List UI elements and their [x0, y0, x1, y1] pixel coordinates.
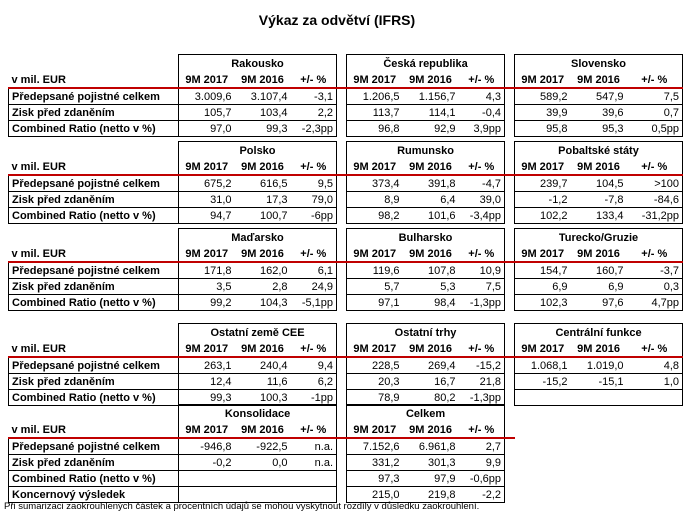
- group-header: Ostatní země CEE: [179, 324, 337, 342]
- change-cell: 6,1: [291, 262, 337, 279]
- change-cell: 10,9: [459, 262, 505, 279]
- value-cell: 1.206,5: [347, 88, 403, 105]
- value-cell: 171,8: [179, 262, 235, 279]
- change-cell: -0,6pp: [459, 471, 505, 487]
- value-cell: 154,7: [515, 262, 571, 279]
- change-cell: 4,7pp: [627, 295, 683, 311]
- value-cell: 104,5: [571, 175, 627, 192]
- change-cell: -84,6: [627, 192, 683, 208]
- value-cell: -7,8: [571, 192, 627, 208]
- table-row: [9, 455, 683, 471]
- value-cell: 6,9: [515, 279, 571, 295]
- column-header: 9M 2016: [571, 246, 627, 262]
- table-row: [9, 262, 683, 279]
- value-cell: 102,3: [515, 295, 571, 311]
- column-header: +/- %: [291, 159, 337, 175]
- value-cell: 97,3: [347, 471, 403, 487]
- row-label: Combined Ratio (netto v %): [9, 121, 179, 137]
- value-cell: 31,0: [179, 192, 235, 208]
- group-header: Celkem: [347, 405, 505, 423]
- change-cell: 9,9: [459, 455, 505, 471]
- page-title: Výkaz za odvětví (IFRS): [258, 12, 416, 28]
- change-cell: 4,3: [459, 88, 505, 105]
- table-row: [9, 279, 683, 295]
- column-header: 9M 2017: [515, 72, 571, 88]
- column-header: +/- %: [627, 72, 683, 88]
- value-cell: 3,5: [179, 279, 235, 295]
- value-cell: 98,4: [403, 295, 459, 311]
- change-cell: 6,2: [291, 374, 337, 390]
- value-cell: -15,2: [515, 374, 571, 390]
- value-cell: 92,9: [403, 121, 459, 137]
- value-cell: 7.152,6: [347, 438, 403, 455]
- unit-label: v mil. EUR: [9, 159, 179, 175]
- unit-label: v mil. EUR: [9, 422, 179, 438]
- column-header: 9M 2017: [179, 159, 235, 175]
- change-cell: 3,9pp: [459, 121, 505, 137]
- column-header: 9M 2017: [347, 341, 403, 357]
- column-header: 9M 2017: [515, 159, 571, 175]
- column-header: +/- %: [459, 159, 505, 175]
- column-header: +/- %: [291, 341, 337, 357]
- value-cell: 373,4: [347, 175, 403, 192]
- row-label: Zisk před zdaněním: [9, 105, 179, 121]
- change-cell: 0,3: [627, 279, 683, 295]
- value-cell: [235, 471, 291, 487]
- value-cell: 99,3: [235, 121, 291, 137]
- column-header: +/- %: [627, 341, 683, 357]
- value-cell: 105,7: [179, 105, 235, 121]
- table-row: [9, 295, 683, 311]
- value-cell: 160,7: [571, 262, 627, 279]
- value-cell: 104,3: [235, 295, 291, 311]
- group-header: Konsolidace: [179, 405, 337, 423]
- table-row: [9, 121, 683, 137]
- row-label: Combined Ratio (netto v %): [9, 208, 179, 224]
- value-cell: 1.019,0: [571, 357, 627, 374]
- change-cell: 9,5: [291, 175, 337, 192]
- group-header: Ostatní trhy: [347, 324, 505, 342]
- value-cell: 675,2: [179, 175, 235, 192]
- column-header: +/- %: [627, 159, 683, 175]
- value-cell: 107,8: [403, 262, 459, 279]
- change-cell: 4,8: [627, 357, 683, 374]
- change-cell: >100: [627, 175, 683, 192]
- row-label: Zisk před zdaněním: [9, 374, 179, 390]
- group-header: Slovensko: [515, 55, 683, 73]
- change-cell: n.a.: [291, 455, 337, 471]
- group-header: Polsko: [179, 142, 337, 160]
- column-header: 9M 2017: [179, 246, 235, 262]
- column-header: +/- %: [627, 246, 683, 262]
- column-header: 9M 2016: [403, 159, 459, 175]
- row-label: Předepsané pojistné celkem: [9, 262, 179, 279]
- footnote: Při sumarizaci zaokrouhlených částek a procentních údajů se mohou vyskytnout rozdíly v důsledku zaokrouhlení.: [4, 501, 480, 512]
- change-cell: -4,7: [459, 175, 505, 192]
- unit-label: v mil. EUR: [9, 341, 179, 357]
- row-label: Zisk před zdaněním: [9, 192, 179, 208]
- change-cell: -5,1pp: [291, 295, 337, 311]
- column-header: +/- %: [459, 246, 505, 262]
- value-cell: 589,2: [515, 88, 571, 105]
- change-cell: 39,0: [459, 192, 505, 208]
- value-cell: 6.961,8: [403, 438, 459, 455]
- value-cell: 100,7: [235, 208, 291, 224]
- group-header: Česká republika: [347, 55, 505, 73]
- value-cell: 16,7: [403, 374, 459, 390]
- row-label: Předepsané pojistné celkem: [9, 357, 179, 374]
- value-cell: 240,4: [235, 357, 291, 374]
- change-cell: -1pp: [291, 390, 337, 406]
- value-cell: 133,4: [571, 208, 627, 224]
- change-cell: 21,8: [459, 374, 505, 390]
- change-cell: -0,4: [459, 105, 505, 121]
- column-header: 9M 2016: [403, 72, 459, 88]
- change-cell: 79,0: [291, 192, 337, 208]
- value-cell: 12,4: [179, 374, 235, 390]
- change-cell: 0,7: [627, 105, 683, 121]
- value-cell: 97,0: [179, 121, 235, 137]
- value-cell: 391,8: [403, 175, 459, 192]
- column-header: 9M 2017: [179, 422, 235, 438]
- value-cell: 17,3: [235, 192, 291, 208]
- row-label: Combined Ratio (netto v %): [9, 295, 179, 311]
- change-cell: 2,7: [459, 438, 505, 455]
- value-cell: 5,3: [403, 279, 459, 295]
- column-header: +/- %: [459, 422, 505, 438]
- value-cell: 80,2: [403, 390, 459, 406]
- row-label: Combined Ratio (netto v %): [9, 471, 179, 487]
- value-cell: 39,6: [571, 105, 627, 121]
- value-cell: 99,3: [179, 390, 235, 406]
- segment-table: [8, 54, 683, 137]
- table-row: [9, 374, 683, 390]
- value-cell: 95,8: [515, 121, 571, 137]
- value-cell: 6,9: [571, 279, 627, 295]
- segment-table: [8, 404, 683, 503]
- column-header: 9M 2016: [235, 246, 291, 262]
- column-header: 9M 2016: [571, 159, 627, 175]
- column-header: 9M 2016: [571, 341, 627, 357]
- column-header: 9M 2016: [403, 341, 459, 357]
- value-cell: 97,9: [403, 471, 459, 487]
- column-header: 9M 2017: [347, 72, 403, 88]
- value-cell: -0,2: [179, 455, 235, 471]
- value-cell: 616,5: [235, 175, 291, 192]
- value-cell: 100,3: [235, 390, 291, 406]
- value-cell: 162,0: [235, 262, 291, 279]
- value-cell: 1.068,1: [515, 357, 571, 374]
- value-cell: 219,8: [403, 487, 459, 503]
- value-cell: 6,4: [403, 192, 459, 208]
- value-cell: 95,3: [571, 121, 627, 137]
- row-label: Předepsané pojistné celkem: [9, 175, 179, 192]
- change-cell: -2,2: [459, 487, 505, 503]
- value-cell: 98,2: [347, 208, 403, 224]
- change-cell: -3,1: [291, 88, 337, 105]
- value-cell: 228,5: [347, 357, 403, 374]
- value-cell: 119,6: [347, 262, 403, 279]
- value-cell: 263,1: [179, 357, 235, 374]
- row-label: Koncernový výsledek: [9, 487, 179, 503]
- column-header: 9M 2017: [347, 422, 403, 438]
- group-header: Maďarsko: [179, 229, 337, 247]
- row-label: Zisk před zdaněním: [9, 455, 179, 471]
- row-label: Předepsané pojistné celkem: [9, 88, 179, 105]
- table-row: [9, 438, 683, 455]
- value-cell: 103,4: [235, 105, 291, 121]
- value-cell: 113,7: [347, 105, 403, 121]
- value-cell: 547,9: [571, 88, 627, 105]
- column-header: 9M 2016: [403, 422, 459, 438]
- value-cell: -15,1: [571, 374, 627, 390]
- table-row: [9, 357, 683, 374]
- value-cell: 0,0: [235, 455, 291, 471]
- change-cell: -3,7: [627, 262, 683, 279]
- value-cell: 114,1: [403, 105, 459, 121]
- value-cell: -922,5: [235, 438, 291, 455]
- row-label: Předepsané pojistné celkem: [9, 438, 179, 455]
- value-cell: 78,9: [347, 390, 403, 406]
- column-header: 9M 2016: [403, 246, 459, 262]
- value-cell: 8,9: [347, 192, 403, 208]
- value-cell: 97,1: [347, 295, 403, 311]
- value-cell: 20,3: [347, 374, 403, 390]
- column-header: +/- %: [459, 341, 505, 357]
- value-cell: -1,2: [515, 192, 571, 208]
- value-cell: 331,2: [347, 455, 403, 471]
- value-cell: 101,6: [403, 208, 459, 224]
- column-header: +/- %: [291, 72, 337, 88]
- change-cell: 7,5: [459, 279, 505, 295]
- group-header: Rumunsko: [347, 142, 505, 160]
- table-row: [9, 88, 683, 105]
- value-cell: -946,8: [179, 438, 235, 455]
- column-header: 9M 2017: [347, 246, 403, 262]
- value-cell: 2,8: [235, 279, 291, 295]
- change-cell: -31,2pp: [627, 208, 683, 224]
- column-header: +/- %: [291, 422, 337, 438]
- column-header: 9M 2016: [235, 72, 291, 88]
- segment-table: [8, 323, 683, 406]
- column-header: +/- %: [459, 72, 505, 88]
- column-header: +/- %: [291, 246, 337, 262]
- value-cell: 239,7: [515, 175, 571, 192]
- column-header: 9M 2016: [235, 422, 291, 438]
- column-header: 9M 2017: [515, 246, 571, 262]
- row-label: Zisk před zdaněním: [9, 279, 179, 295]
- change-cell: -6pp: [291, 208, 337, 224]
- table-row: [9, 208, 683, 224]
- value-cell: 301,3: [403, 455, 459, 471]
- change-cell: -15,2: [459, 357, 505, 374]
- column-header: 9M 2017: [179, 341, 235, 357]
- table-row: [9, 105, 683, 121]
- unit-label: v mil. EUR: [9, 246, 179, 262]
- value-cell: [179, 471, 235, 487]
- change-cell: -1,3pp: [459, 390, 505, 406]
- value-cell: 102,2: [515, 208, 571, 224]
- change-cell: 2,2: [291, 105, 337, 121]
- group-header: Turecko/Gruzie: [515, 229, 683, 247]
- value-cell: 96,8: [347, 121, 403, 137]
- value-cell: 215,0: [347, 487, 403, 503]
- table-row: [9, 192, 683, 208]
- change-cell: 1,0: [627, 374, 683, 390]
- column-header: 9M 2016: [235, 159, 291, 175]
- segment-table: [8, 141, 683, 224]
- value-cell: 269,4: [403, 357, 459, 374]
- column-header: 9M 2016: [235, 341, 291, 357]
- column-header: 9M 2017: [347, 159, 403, 175]
- value-cell: 94,7: [179, 208, 235, 224]
- column-header: 9M 2017: [515, 341, 571, 357]
- group-header: Pobaltské státy: [515, 142, 683, 160]
- table-row: [9, 471, 683, 487]
- change-cell: 9,4: [291, 357, 337, 374]
- segment-table: [8, 228, 683, 311]
- value-cell: 99,2: [179, 295, 235, 311]
- value-cell: 3.009,6: [179, 88, 235, 105]
- change-cell: 0,5pp: [627, 121, 683, 137]
- value-cell: 39,9: [515, 105, 571, 121]
- change-cell: 7,5: [627, 88, 683, 105]
- value-cell: 1.156,7: [403, 88, 459, 105]
- unit-label: v mil. EUR: [9, 72, 179, 88]
- table-row: [9, 175, 683, 192]
- change-cell: -2,3pp: [291, 121, 337, 137]
- value-cell: 5,7: [347, 279, 403, 295]
- change-cell: -3,4pp: [459, 208, 505, 224]
- column-header: 9M 2016: [571, 72, 627, 88]
- change-cell: [291, 471, 337, 487]
- change-cell: -1,3pp: [459, 295, 505, 311]
- change-cell: 24,9: [291, 279, 337, 295]
- value-cell: 11,6: [235, 374, 291, 390]
- column-header: 9M 2017: [179, 72, 235, 88]
- group-header: Bulharsko: [347, 229, 505, 247]
- group-header: Centrální funkce: [515, 324, 683, 342]
- group-header: Rakousko: [179, 55, 337, 73]
- row-label: Combined Ratio (netto v %): [9, 390, 179, 406]
- value-cell: 3.107,4: [235, 88, 291, 105]
- change-cell: n.a.: [291, 438, 337, 455]
- value-cell: 97,6: [571, 295, 627, 311]
